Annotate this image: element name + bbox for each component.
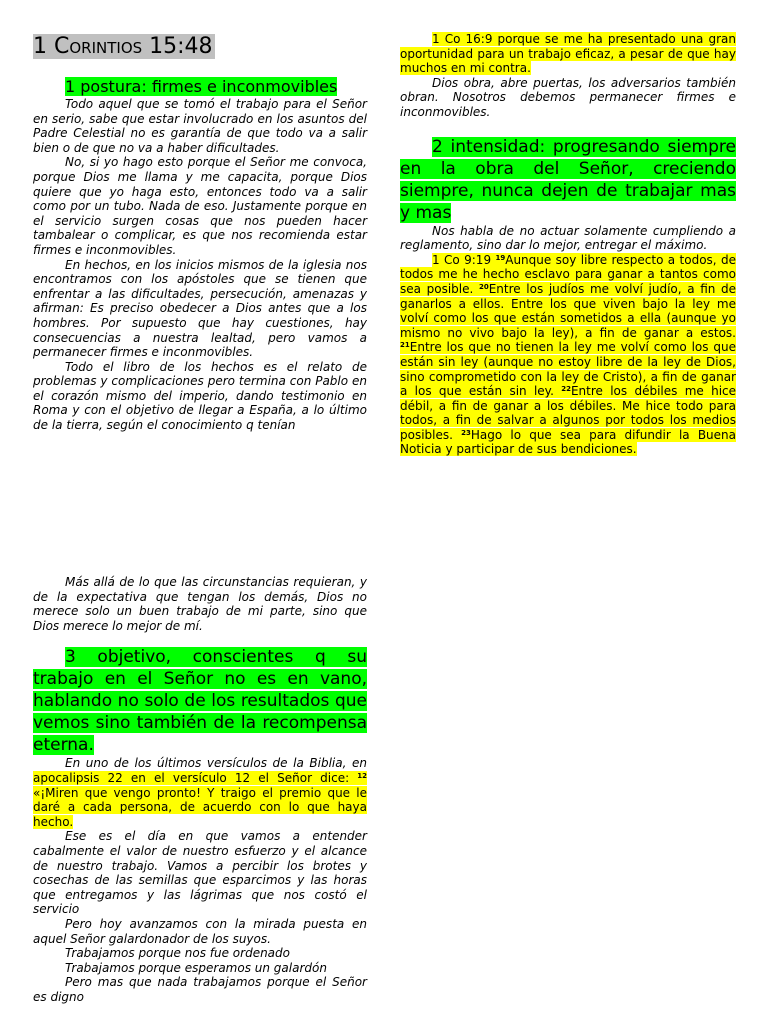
- verse-text: Entre los que no tienen la ley me volví como los que están sin ley (aunque no estoy libre de la ley de Dios, sino comprometido con la ley de Cristo), a fin de ganar a los que están sin ley.: [400, 340, 736, 399]
- section-1-heading-text: 1 postura: firmes e inconmovibles: [65, 77, 338, 96]
- verse-apocalipsis-22-12: [33, 771, 367, 829]
- section-3-heading-text: 3 objetivo, conscientes q su trabajo en el Señor no es en vano, hablando no solo de los resultados que vemos sino también de la recompensa eterna.: [33, 647, 367, 756]
- section-3-heading: [33, 646, 367, 756]
- left-column-upper: [33, 76, 367, 433]
- verse-1co-9-19-text: [400, 253, 736, 457]
- verse-number: 19: [495, 253, 506, 262]
- verse-number: 20: [478, 282, 489, 291]
- title-number: 1: [33, 34, 54, 59]
- title-highlight: [33, 34, 215, 59]
- section-3-paragraph-1: [33, 756, 367, 829]
- section-1-paragraph-3: En hechos, en los inicios mismos de la iglesia nos encontramos con los apóstoles que se tienen que enfrentar a las dificultades, persecución, amenazas y afirman: Es preciso obedecer a Dios antes que a los hombres. Por supuesto que hay cuestiones, hay consecuencias a nuestra lealtad, pero vamos a permanecer firmes e inconmovibles.: [33, 257, 367, 360]
- verse-number: 12: [357, 771, 367, 780]
- verse-1co-9-19: [400, 253, 736, 457]
- verse-number: 22: [561, 385, 571, 394]
- section-1-heading: [33, 76, 367, 97]
- page-title: [33, 33, 215, 61]
- title-reference: 15:48: [142, 34, 213, 59]
- section-3-paragraph-3: Pero hoy avanzamos con la mirada puesta en aquel Señor galardonador de los suyos.: [33, 916, 367, 946]
- right-column: [400, 32, 736, 457]
- verse-1co-16-9-text: 1 Co 16:9 porque se me ha presentado una gran oportunidad para un trabajo eficaz, a pesar de que hay muchos en mi contra.: [400, 32, 736, 76]
- verse-number: 23: [461, 428, 471, 437]
- section-3-paragraph-5: Trabajamos porque esperamos un galardón: [65, 960, 327, 975]
- left-column-lower: [33, 575, 367, 1004]
- section-2-paragraph-1: Nos habla de no actuar solamente cumpliendo a reglamento, sino dar lo mejor, entregar el máximo.: [400, 223, 736, 253]
- section-2-heading: [400, 136, 736, 224]
- verse-text: Aunque soy libre respecto a todos, de todos me he hecho esclavo para ganar a tantos como sea posible.: [400, 252, 737, 296]
- section-3-paragraph-4: Trabajamos porque nos fue ordenado: [65, 946, 290, 961]
- verse-text: Entre los judíos me volví judío, a fin de ganarlos a ellos. Entre los que viven bajo la ley me volví como los que están sometidos a ella (aunque yo mismo no vivo bajo la ley), a fin de ganar a estos.: [400, 281, 736, 340]
- verse-1co-16-9: [400, 32, 736, 76]
- verse-reference: 1 Co 9:19: [432, 252, 496, 267]
- verse-text: «¡Miren que vengo pronto! Y traigo el premio que le daré a cada persona, de acuerdo con lo que haya hecho.: [33, 785, 367, 829]
- verse-reference: apocalipsis 22 en el versículo 12 el Señor dice:: [33, 770, 358, 785]
- verse-text: Entre los débiles me hice débil, a fin de ganar a los débiles. Me hice todo para todos, a fin de salvar a algunos por todos los medios posibles.: [400, 384, 737, 442]
- section-1-paragraph-1: Todo aquel que se tomó el trabajo para el Señor en serio, sabe que estar involucrado en los asuntos del Padre Celestial no es garantía de que todo va a salir bien o de que no va a haber dificultades.: [33, 97, 367, 155]
- section-3-paragraph-2: Ese es el día en que vamos a entender cabalmente el valor de nuestro esfuerzo y el alcance de nuestro trabajo. Vamos a percibir los brotes y cosechas de las semillas que esparcimos y las horas que entregamos y las lágrimas que nos costó el servicio: [33, 829, 367, 917]
- section-2-heading-text: 2 intensidad: progresando siempre en la obra del Señor, creciendo siempre, nunca dejen de trabajar mas y mas: [400, 136, 736, 223]
- section-1-paragraph-4: Todo el libro de los hechos es el relato de problemas y complicaciones pero termina con Pablo en el corazón mismo del imperio, dando testimonio en Roma y con el objetivo de llegar a España, a lo último de la tierra, según el conocimiento q tenían: [33, 359, 367, 433]
- verse-text: Hago lo que sea para difundir la Buena Noticia y participar de sus bendiciones.: [400, 427, 736, 457]
- section-1-paragraph-2: No, si yo hago esto porque el Señor me convoca, porque Dios me llama y me capacita, porque Dios quiere que yo haga esto, entonces todo va a salir como por un tubo. Nada de eso. Justamente porque en el servicio surgen cosas que nos pueden hacer tambalear o complicar, es que nos recomienda estar firmes e inconmovibles.: [33, 155, 367, 257]
- right-paragraph-1: Dios obra, abre puertas, los adversarios también obran. Nosotros debemos permanecer firmes e inconmovibles.: [400, 75, 736, 119]
- verse-number: 21: [400, 341, 410, 350]
- section-3-paragraph-6: Pero mas que nada trabajamos porque el Señor es digno: [33, 975, 367, 1004]
- title-book: Corintios: [54, 34, 143, 59]
- section-2-paragraph-2: Más allá de lo que las circunstancias requieran, y de la expectativa que tengan los demás, Dios no merece solo un buen trabajo de mi parte, sino que Dios merece lo mejor de mí.: [33, 575, 367, 633]
- section-3-intro: En uno de los últimos versículos de la Biblia, en: [65, 756, 367, 771]
